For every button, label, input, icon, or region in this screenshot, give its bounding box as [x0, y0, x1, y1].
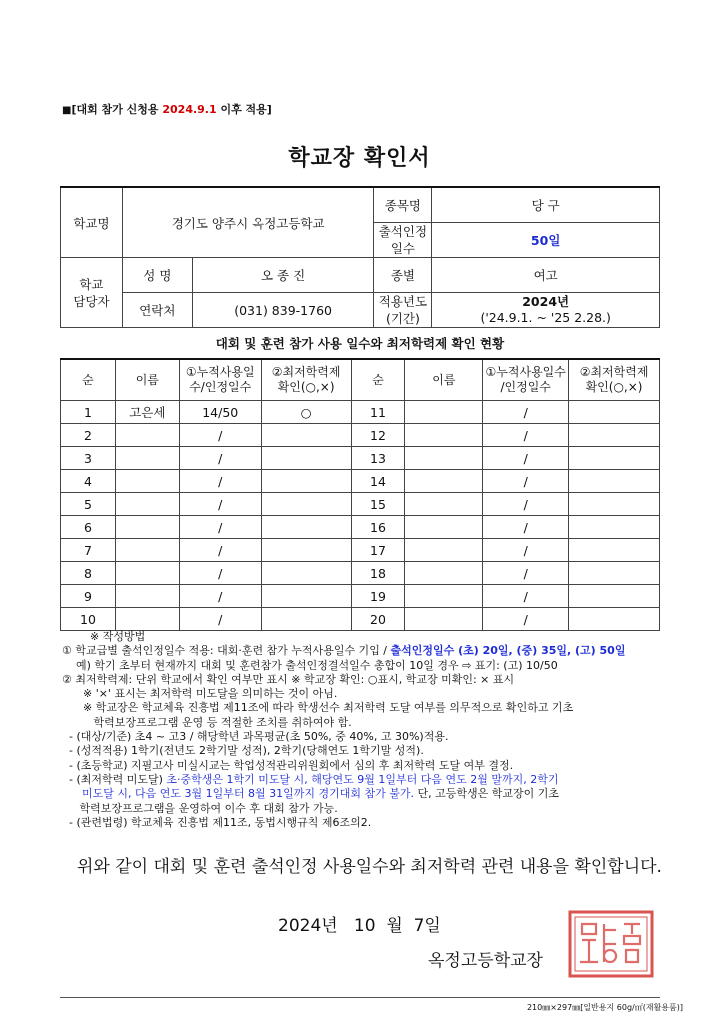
row-days: /: [483, 493, 569, 516]
row-name: [405, 562, 483, 585]
header-name: 이름: [115, 359, 179, 401]
row-no: 15: [351, 493, 405, 516]
row-no: 20: [351, 608, 405, 631]
row-days: /: [179, 447, 261, 470]
row-name: [115, 539, 179, 562]
note-2: ② 최저학력제: 단위 학교에서 확인 여부만 표시 ※ 학교장 확인: ○표시, 학교장 미확인: × 표시: [62, 672, 515, 686]
row-no: 8: [61, 562, 116, 585]
row-check: [261, 585, 351, 608]
note-1-highlight: 출석인정일수 (초) 20일, (중) 35일, (고) 50일: [390, 644, 626, 658]
row-no: 6: [61, 516, 116, 539]
row-days: /: [483, 470, 569, 493]
header-note-suffix: 이후 적용]: [216, 103, 272, 116]
row-check: [261, 470, 351, 493]
row-check: [569, 470, 660, 493]
type-label: 종별: [374, 258, 432, 293]
row-check: [569, 401, 660, 424]
attendance-days-label: 출석인정 일수: [374, 223, 432, 258]
status-title: 대회 및 훈련 참가 사용 일수와 최저학력제 확인 현황: [215, 336, 505, 351]
row-name: [405, 539, 483, 562]
page-title: 학교장 확인서: [288, 146, 431, 171]
row-check: [261, 516, 351, 539]
note-1: [62, 644, 662, 658]
row-no: 7: [61, 539, 116, 562]
notes: [62, 630, 662, 830]
row-check: [261, 424, 351, 447]
row-days: /: [483, 585, 569, 608]
row-check: [569, 516, 660, 539]
event-value: 당 구: [432, 187, 660, 223]
row-no: 12: [351, 424, 405, 447]
row-name: [115, 516, 179, 539]
row-no: 2: [61, 424, 116, 447]
row-days: /: [483, 424, 569, 447]
row-days: /: [483, 608, 569, 631]
manager-label: 학교 담당자: [61, 258, 123, 328]
name-label: 성 명: [122, 258, 192, 293]
row-days: /: [179, 470, 261, 493]
row-name: 고은세: [115, 401, 179, 424]
year-label: 적용년도 (기간): [374, 293, 432, 328]
row-days: /: [179, 608, 261, 631]
row-no: 5: [61, 493, 116, 516]
row-no: 17: [351, 539, 405, 562]
row-name: [405, 608, 483, 631]
row-check: [261, 447, 351, 470]
row-no: 11: [351, 401, 405, 424]
row-days: 14/50: [179, 401, 261, 424]
status-table: [60, 358, 660, 631]
row-check: [569, 585, 660, 608]
header-no-right: 순: [351, 359, 405, 401]
row-name: [405, 401, 483, 424]
detail-4-end: 학력보장프로그램을 운영하여 이수 후 대회 참가 가능.: [62, 801, 338, 815]
info-table: [60, 186, 660, 328]
header-days: ①누적사용일 수/인정일수: [179, 359, 261, 401]
square-marker-icon: ■: [62, 105, 72, 116]
row-name: [115, 585, 179, 608]
row-no: 10: [61, 608, 116, 631]
row-days: /: [483, 562, 569, 585]
row-name: [405, 516, 483, 539]
footer-divider: [60, 997, 660, 998]
contact-label: 연락처: [122, 293, 192, 328]
table-row: [61, 539, 660, 562]
table-row: [61, 585, 660, 608]
table-row: [61, 562, 660, 585]
official-seal-icon: [568, 910, 654, 978]
row-name: [115, 562, 179, 585]
row-check: [569, 447, 660, 470]
detail-4-cont: [62, 787, 662, 801]
detail-5: - (관련법령) 학교체육 진흥법 제11조, 동법시행규칙 제6조의2.: [62, 815, 372, 829]
row-no: 13: [351, 447, 405, 470]
row-days: /: [179, 493, 261, 516]
table-row: [61, 470, 660, 493]
note-1-example: 예) 학기 초부터 현재까지 대회 및 훈련참가 출석인정결석일수 총합이 10일 경우 ⇨ 표기: (고) 10/50: [62, 658, 558, 672]
row-days: /: [483, 516, 569, 539]
row-days: /: [483, 447, 569, 470]
header-name-right: 이름: [405, 359, 483, 401]
row-no: 16: [351, 516, 405, 539]
header-note: [62, 101, 272, 117]
school-principal-sign: 옥정고등학교장: [428, 951, 543, 971]
year-value: 2024년: [522, 294, 570, 309]
row-no: 1: [61, 401, 116, 424]
row-days: /: [483, 401, 569, 424]
table-row: [61, 516, 660, 539]
header-note-date: 2024.9.1: [162, 103, 217, 116]
detail-4: [62, 773, 662, 787]
detail-4-highlight: 초·중학생은 1학기 미도달 시, 해당연도 9월 1일부터 다음 연도 2월 말까지, 2학기: [166, 772, 559, 786]
table-row: [61, 608, 660, 631]
note-1-text: ① 학교급별 출석인정일수 적용: 대회·훈련 참가 누적사용일수 기입 /: [62, 644, 391, 658]
year-cell: [432, 293, 660, 328]
type-value: 여고: [432, 258, 660, 293]
row-check: [569, 424, 660, 447]
row-no: 4: [61, 470, 116, 493]
row-days: /: [179, 424, 261, 447]
detail-4-text: 단, 고등학생은 학교장이 기초: [413, 787, 559, 801]
row-check: [569, 608, 660, 631]
note-2b: ※ 학교장은 학교체육 진흥법 제11조에 따라 학생선수 최저학력 도달 여부를 의무적으로 확인하고 기초: [62, 701, 574, 715]
header-check-right: ②최저학력제 확인(○,×): [569, 359, 660, 401]
row-name: [115, 608, 179, 631]
school-name-label: 학교명: [61, 187, 123, 258]
row-check: [569, 539, 660, 562]
row-check: [261, 608, 351, 631]
row-name: [405, 424, 483, 447]
row-name: [115, 470, 179, 493]
header-no: 순: [61, 359, 116, 401]
row-name: [115, 493, 179, 516]
header-days-right: ①누적사용일수 /인정일수: [483, 359, 569, 401]
attendance-days-value: 50일: [432, 223, 660, 258]
row-no: 18: [351, 562, 405, 585]
row-name: [405, 470, 483, 493]
note-2a: ※ '×' 표시는 최저학력 미도달을 의미하는 것이 아님.: [62, 687, 338, 701]
row-name: [405, 585, 483, 608]
header-check: ②최저학력제 확인(○,×): [261, 359, 351, 401]
row-days: /: [483, 539, 569, 562]
row-name: [115, 424, 179, 447]
row-check: [261, 493, 351, 516]
confirm-date: 2024년 10 월 7일: [278, 916, 441, 936]
notes-heading: ※ 작성방법: [90, 630, 146, 643]
row-check: [569, 493, 660, 516]
row-days: /: [179, 516, 261, 539]
detail-1: - (대상/기준) 초4 ~ 고3 / 해당학년 과목평균(초 50%, 중 40%, 고 30%)적용.: [62, 730, 449, 744]
event-label: 종목명: [374, 187, 432, 223]
contact-value: (031) 839-1760: [192, 293, 374, 328]
row-name: [405, 447, 483, 470]
row-days: /: [179, 539, 261, 562]
row-name: [115, 447, 179, 470]
confirm-text: 위와 같이 대회 및 훈련 출석인정 사용일수와 최저학력 관련 내용을 확인합니다.: [77, 857, 662, 877]
detail-4-label: - (최저학력 미도달): [62, 772, 167, 786]
row-name: [405, 493, 483, 516]
row-no: 9: [61, 585, 116, 608]
row-days: /: [179, 562, 261, 585]
row-check: [261, 562, 351, 585]
school-name-value: 경기도 양주시 옥정고등학교: [122, 187, 374, 258]
table-row: [61, 447, 660, 470]
row-check: [261, 539, 351, 562]
paper-spec: 210㎜×297㎜[일반용지 60g/㎡(재활용품)]: [526, 1003, 683, 1012]
row-no: 3: [61, 447, 116, 470]
table-row: [61, 401, 660, 424]
period-value: ('24.9.1. ~ '25 2.28.): [480, 310, 611, 325]
row-check: ○: [261, 401, 351, 424]
note-2c: 학력보장프로그램 운영 등 적절한 조치를 취하여야 함.: [62, 715, 352, 729]
row-no: 19: [351, 585, 405, 608]
detail-4-highlight-2: 미도달 시, 다음 연도 3월 1일부터 8월 31일까지 경기대회 참가 불가.: [82, 787, 414, 801]
name-value: 오 종 진: [192, 258, 374, 293]
detail-3: - (초등학교) 지필고사 미실시교는 학업성적관리위원회에서 심의 후 최저학력 도달 여부 결정.: [62, 758, 514, 772]
header-note-prefix: [대회 참가 신청용: [71, 103, 163, 116]
row-check: [569, 562, 660, 585]
detail-2: - (성적적용) 1학기(전년도 2학기말 성적), 2학기(당해연도 1학기말 성적).: [62, 744, 424, 758]
table-row: [61, 424, 660, 447]
table-row: [61, 493, 660, 516]
row-days: /: [179, 585, 261, 608]
row-no: 14: [351, 470, 405, 493]
